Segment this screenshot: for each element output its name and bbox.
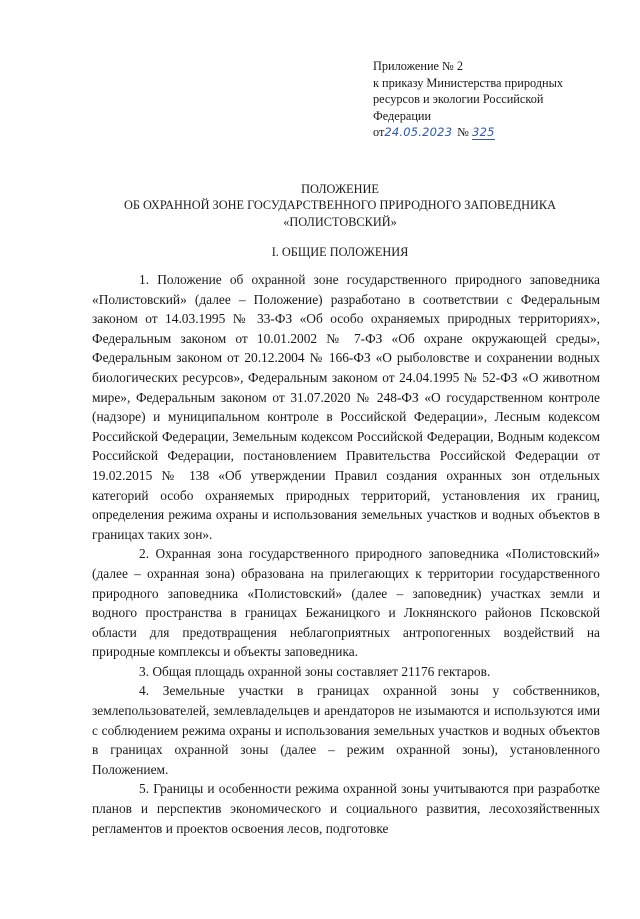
body-text — [92, 270, 600, 838]
number-label: № — [457, 125, 469, 140]
handwritten-date: 24.05.2023 — [384, 125, 453, 140]
title-line-1: ПОЛОЖЕНИЕ — [301, 182, 379, 196]
document-title — [80, 181, 600, 230]
paragraph-1: 1. Положение об охранной зоне государственного природного заповедника «Полистовский» (далее – Положение) разработано в соответствии с Федеральным законом от 14.03.1995 № 33-ФЗ «Об особо охраняемых природных территориях», Федеральным законом от 10.01.2002 № 7-ФЗ «Об охране окружающей среды», Федеральным законом от 20.12.2004 № 166-ФЗ «О рыболовстве и сохранении водных биологических ресурсов», Федеральным законом от 24.04.1995 № 52-ФЗ «О животном мире», Федеральным законом от 31.07.2020 № 248-ФЗ «О государственном контроле (надзоре) и муниципальном контроле в Российской Федерации», Лесным кодексом Российской Федерации, Земельным кодексом Российской Федерации, Водным кодексом Российской Федерации, постановлением Правительства Российской Федерации от 19.02.2015 № 138 «Об утверждении Правил создания охранных зон отдельных категорий особо охраняемых природных территорий, установления их границ, определения режима охраны и использования земельных участков и водных объектов в границах таких зон». — [92, 272, 600, 542]
appendix-number: Приложение № 2 — [373, 59, 464, 73]
paragraph-3: 3. Общая площадь охранной зоны составляет 21176 гектаров. — [139, 663, 491, 679]
appendix-date-line — [373, 124, 613, 141]
section-heading: I. ОБЩИЕ ПОЛОЖЕНИЯ — [271, 245, 409, 259]
paragraph-4: 4. Земельные участки в границах охранной зоны у собственников, землепользователей, землевладельцев и арендаторов не изымаются и используются ими с соблюдением режима охраны и использования земельных участков и водных объектов в границах охранной зоны (далее – режим охранной зоны), установленного Положением. — [92, 683, 600, 777]
title-line-3: «ПОЛИСТОВСКИЙ» — [283, 214, 397, 229]
appendix-ministry-line: ресурсов и экологии Российской — [373, 92, 544, 107]
appendix-federation-line: Федерации — [373, 108, 432, 123]
appendix-block — [373, 58, 613, 141]
date-prefix: от — [373, 125, 385, 140]
handwritten-number: 325 — [472, 125, 495, 140]
title-line-2: ОБ ОХРАННОЙ ЗОНЕ ГОСУДАРСТВЕННОГО ПРИРОДНОГО ЗАПОВЕДНИКА — [124, 198, 556, 213]
paragraph-5: 5. Границы и особенности режима охранной зоны учитываются при разработке планов и перспектив экономического и социального развития, лесохозяйственных регламентов и проектов освоения лесов, подготовке — [92, 781, 600, 836]
appendix-order-line: к приказу Министерства природных — [373, 75, 564, 90]
paragraph-2: 2. Охранная зона государственного природного заповедника «Полистовский» (далее – охранная зона) образована на прилегающих к территории государственного природного заповедника «Полистовский» (далее – заповедник) участках земли и водного пространства в границах Бежаницкого и Локнянского районов Псковской области для предотвращения неблагоприятных антропогенных воздействий на природные комплексы и объекты заповедника. — [92, 546, 600, 660]
